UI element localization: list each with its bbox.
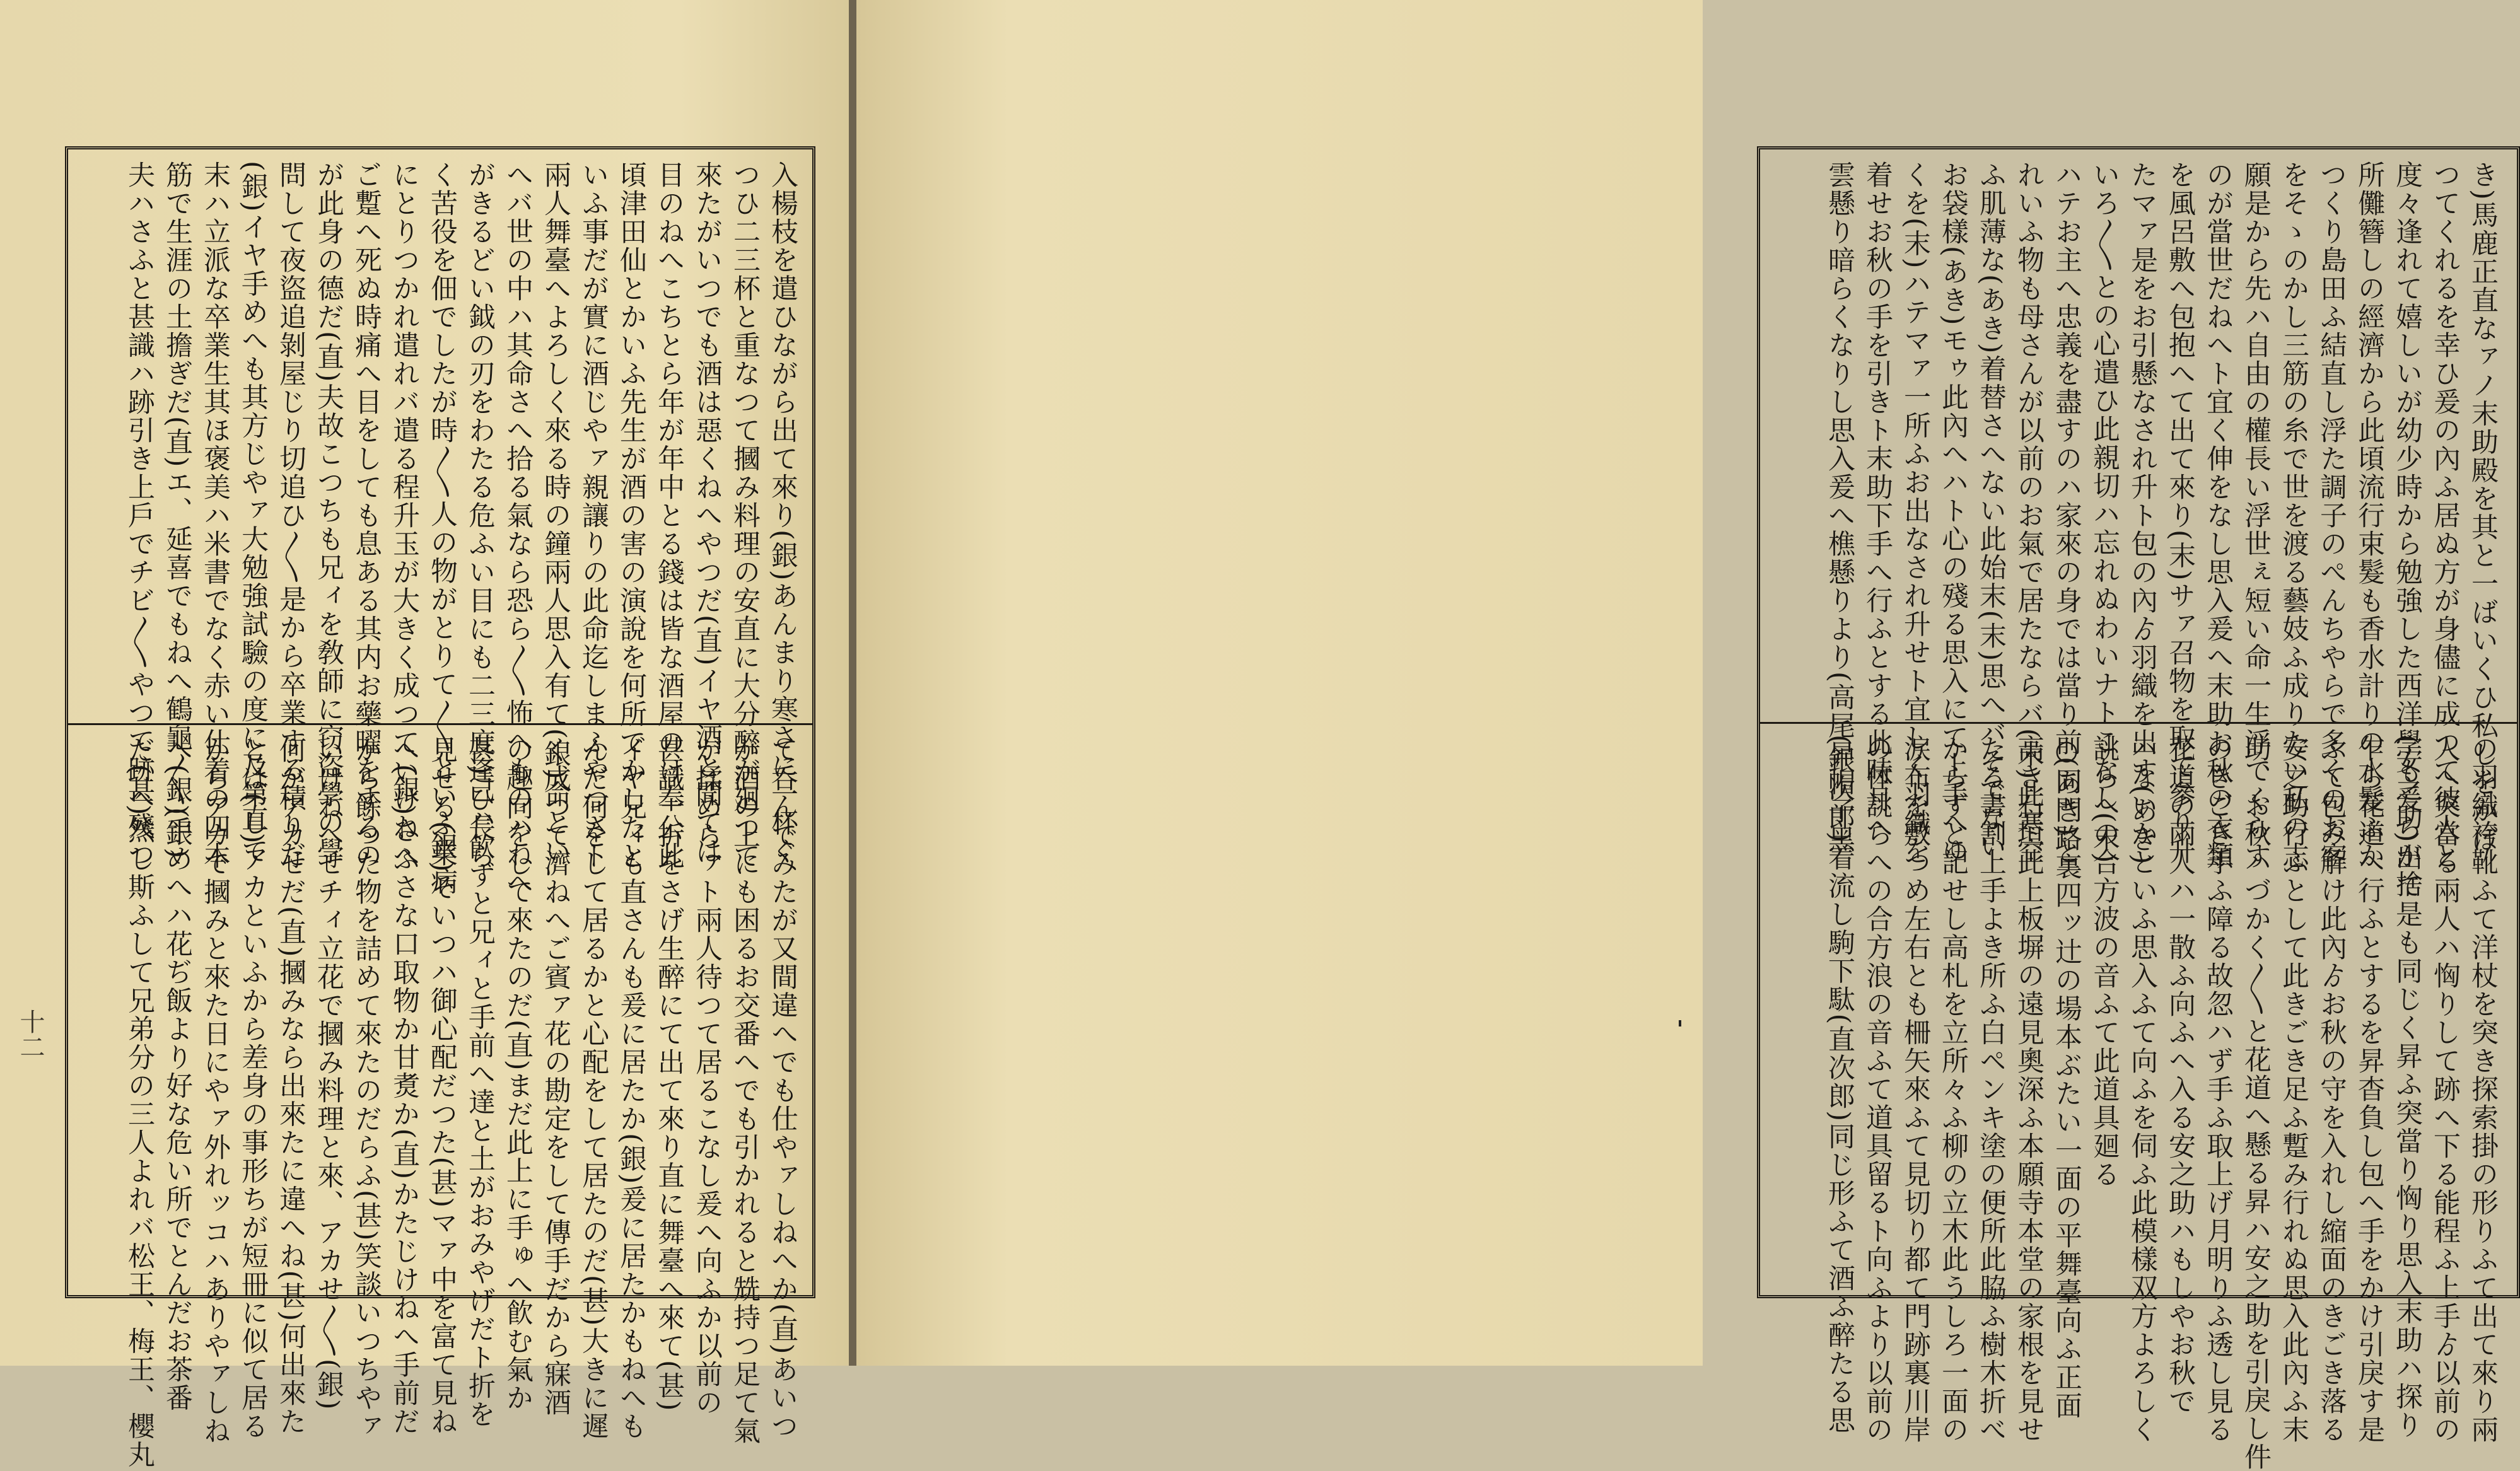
text-column: 願是から先ハ自由の權長い浮世ぇ短い命一生浮てくらす xyxy=(2240,161,2272,870)
text-column: 度々逢れて嬉しいが幼少時から勉強した西洋學も爰らが捨 xyxy=(2391,161,2423,898)
text-column: にとりつかれ遣れバ遣る程升玉が大きく成つていけねへ xyxy=(388,161,420,870)
right-upper-text xyxy=(1778,161,2502,898)
text-column: ハテお主へ忠義を盡すのハ家來の身では當り前(あき)と xyxy=(2051,161,2082,866)
text-column: れいふ物も母さんが以前のお氣で居たならバ(末)此寒空 xyxy=(2013,161,2045,866)
text-column: 所儺簪しの經濟から此頃流行束髮も香水計りの水髮ふか xyxy=(2354,161,2385,870)
text-column: 何がアカせだ(直)摑みなら出來たに違へね(甚)何出來た xyxy=(275,736,306,1436)
text-column: 筋で生涯の土擔ぎだ(直)エ、延喜でもねへ鶴龜〳〵(銀) xyxy=(161,161,193,860)
text-column: 助、お秋ハづかく〳〵と花道へ懸る昇ハ安之助を引戾し件 xyxy=(2240,735,2272,1471)
text-column: ご蹔へ死ぬ時痛へ目をしても息ある其内お藥曜をするの xyxy=(351,161,382,870)
text-column: イヤ兄ィも直さんも爰に居たか(銀)爰に居たかもねへも xyxy=(615,736,647,1441)
text-column: のきごき手ふ障る故忽ハず手ふ取上げ月明りふ透し見る xyxy=(2202,735,2234,1444)
left-page xyxy=(0,0,849,1469)
text-column: つてくれるを幸ひ爰の內ふ居ぬ方が身儘に成つて彼人と xyxy=(2429,161,2461,870)
text-column: 入楊枝を遣ひながら出て來り(銀)あんまり寒さに一杯ぐ xyxy=(767,161,798,866)
text-column: とは(直)アカといふから差身の事形ちが短冊に似て居る xyxy=(237,736,269,1441)
text-column: つくり島田ふ結直し浮た調子のぺんちやらで多くのお客 xyxy=(2316,161,2347,870)
left-divider xyxy=(68,723,812,725)
text-column: 人へ突當る兩人ハ恟りして跡へ下る能程ふ上手ゟ以前の xyxy=(2429,735,2461,1444)
text-column: ふ肌薄な(あき)着替さへない此始末(末)思へバそでない xyxy=(1975,161,2007,861)
text-column: ハないかといふ思入ふて向ふを伺ふ此模樣双方よろしく xyxy=(2126,735,2158,1444)
text-column: 着せお秋の手を引きト末助下手へ行ふとする此時月へ xyxy=(1862,161,1893,842)
right-text-frame xyxy=(1757,146,2520,1471)
left-lower-text xyxy=(84,736,802,1469)
text-column: がきるどい鉞の刃をわたる危ふい目にも二三度逢ひ長ら xyxy=(464,161,496,870)
text-column: 兩人舞臺へよろしく來る時の鐘兩人思入有て(銀)命とい xyxy=(540,161,571,866)
page-number: 十二 xyxy=(16,1009,45,1059)
text-column: き)馬鹿正直なァノ末助殿を其と一ばいくひ私しをかば xyxy=(2467,161,2499,854)
text-column: へ(銀)さふさな口取物か甘煑か(直)かたじけねへ手前だ xyxy=(388,736,420,1436)
text-column: たる書割上手よき所ふ白ペンキ塗の便所此脇ふ樹木折べ xyxy=(1975,735,2007,1444)
text-column: 問して夜盜追剝屋じり切追ひ〳〵是から卒業する積りだ xyxy=(275,161,306,869)
text-column: 誂らへの合方波の音ふて此道具廻る xyxy=(2089,735,2120,1189)
left-text-frame xyxy=(65,146,815,1469)
text-column: 甚)己ハ飮ずと兄ィと手前へ達と土がおみやげだト折を xyxy=(464,736,496,1429)
text-column: をそゝのかし三筋の糸で世を渡る藝妓ふ成りたい私の志 xyxy=(2278,161,2309,870)
text-column: 高き石垣此上板塀の遠見奧深ふ本願寺本堂の家根を見せ xyxy=(2013,735,2045,1444)
text-column: 安之助行ふとして此きごき足ふ蹔み行れぬ思入此內ふ末 xyxy=(2278,735,2309,1444)
text-column: が酒の上にも困るお交番へでも引かれると兟持つ足て氣 xyxy=(729,736,761,1445)
text-column: (安之助)出て是も同じく昇ふ突當り恟り思入末助ハ探り xyxy=(2391,735,2423,1439)
text-column: 夫ハさふと甚識ハ跡引き上戶でチビ〳〵やつて跡へ殘つ xyxy=(124,161,155,869)
text-column: だ(甚)然し斯ふして兄弟分の三人よれバ松王、梅王、櫻丸 xyxy=(124,736,155,1469)
edge-mark xyxy=(1679,1020,1681,1026)
text-column: 雲懸り暗らくなりし思入爰へ樵懸りより(高尾昇帽子黑 xyxy=(1824,161,1855,854)
text-column: く苦役を佃でしたが時〳〵人の物がとりて〳〵といふ業病 xyxy=(426,161,458,896)
text-column: 頃津田仙とかいふ先生が酒の害の演說を何所でかしたと xyxy=(615,161,647,870)
right-divider xyxy=(1760,722,2517,724)
text-column: 涙布を敷つめ左右とも柵矢來ふて見切り都て門跡裏川岸 xyxy=(1899,735,1931,1444)
text-column: くを(末)ハテマァ一所ふお出なされ升せト宜しく羽織を xyxy=(1899,161,1931,866)
text-column: 目のねへこちとら年が年中とる錢は皆な酒屋のけ奉公此 xyxy=(653,161,685,870)
text-column: が此身の德だ(直)夫故こつちも兄ィを敎師に窃盜學の學 xyxy=(313,161,344,866)
left-upper-text xyxy=(84,161,802,897)
text-column: の趣向をして來たのだ(直)まだ此上に手ゅへ飮む氣か xyxy=(502,736,534,1412)
text-column: 末ハ立派な卒業生其ほ褒美ハ米書でなく赤い仕着の四本 xyxy=(199,161,231,870)
text-column: (銀)イヤ手めへも其方じやァ大勉強試驗の度に及第して xyxy=(237,161,269,866)
text-column: からずと記せし高札を立所々ふ柳の立木此うしろ一面の xyxy=(1937,735,1969,1444)
text-column: 花道の兩人ハ一散ふ向ふへ入る安之助ハもしやお秋で xyxy=(2164,735,2196,1416)
text-column: く成つて濟ねへご賓ァ花の勘定をして傳手だから寐酒 xyxy=(540,736,571,1417)
text-column: へバ世の中ハ其命さへ拾る氣なら恐ら〳〵怖へものハねへ xyxy=(502,161,534,897)
text-column: 見せる(銀)そいつハ御心配だつた(甚)マァ中を富て見ね xyxy=(426,736,458,1436)
text-column: からアカで摑みと來た日にやァ外れッコハありやァしね xyxy=(199,736,231,1445)
text-column: (銀次郎)着流し駒下駄(直次郎)同じ形ふて酒ふ醉たる思 xyxy=(1824,735,1855,1435)
text-column: ○同門路裏四ッ辻の場本ぶたい一面の平舞臺向ふ正面 xyxy=(2051,735,2082,1420)
text-column: お袋樣(あき)モゥ此內へハト心の殘る思入にて上手へゆ xyxy=(1937,161,1969,866)
text-column: んだ何をして居るかと心配をして居たのだ(甚)大きに遲 xyxy=(578,736,609,1441)
text-column: つひ二三杯と重なつて摑み料理の安直に大分醉が廻つて xyxy=(729,161,761,870)
text-column: いけねへせチィ立花で摑み料理と來、アカせ〳〵(銀) xyxy=(313,736,344,1411)
text-column: たマァ是をお引懸なされ升ト包の內ゟ羽織を出す(あき) xyxy=(2126,161,2158,866)
text-column: の体誂らへの合方浪の音ふて道具留るト向ふより以前の xyxy=(1862,735,1893,1444)
text-column: の羽織袴靴ふて洋杖を突き探索掛の形りふて出て來り兩 xyxy=(2467,735,2499,1444)
text-column: から餘つた物を詰めて來たのだらふ(甚)笑談いつちやァ xyxy=(351,736,382,1441)
book-gutter xyxy=(849,0,856,1366)
text-column: 來たがいつでも酒は惡くねへやつだ(直)イヤ酒と聞ては xyxy=(691,161,723,866)
text-column: 甚識一折をさげ生醉にて出て來り直に舞臺へ來て(甚) xyxy=(653,736,685,1412)
right-page xyxy=(856,0,2499,1471)
text-column: て呑んでみたが又間違へでも仕やァしねへか(直)あいつ xyxy=(767,736,798,1441)
text-column: 乍ら花道へ行ふとするを昇杳負し包へ手をかけ引戾す是 xyxy=(2354,735,2385,1444)
text-column: ふて包み解け此內ゟお秋の守を入れし縮面のきごき落る xyxy=(2316,735,2347,1444)
text-column: いろ〳〵との心遣ひ此親切ハ忘れぬわいナトこなし(末) xyxy=(2089,161,2120,864)
text-column: いふ事だが實に酒じやァ親讓りの此命迄しまふやつさト xyxy=(578,161,609,870)
text-column: が揉めらァト兩人待つて居るこなし爰へ向ふか以前の xyxy=(691,736,723,1417)
text-column: へ(銀)手めへハ花ぢ飯より好な危い所でとんだお茶番 xyxy=(161,736,193,1412)
text-column: を風呂敷へ包抱へて出て來り(末)サァ召物を取て參り升 xyxy=(2164,161,2196,866)
text-column: のが當世だねへト宜く伸をなし思入爰へ末助お秋の衣類 xyxy=(2202,161,2234,870)
right-lower-text xyxy=(1778,735,2502,1471)
